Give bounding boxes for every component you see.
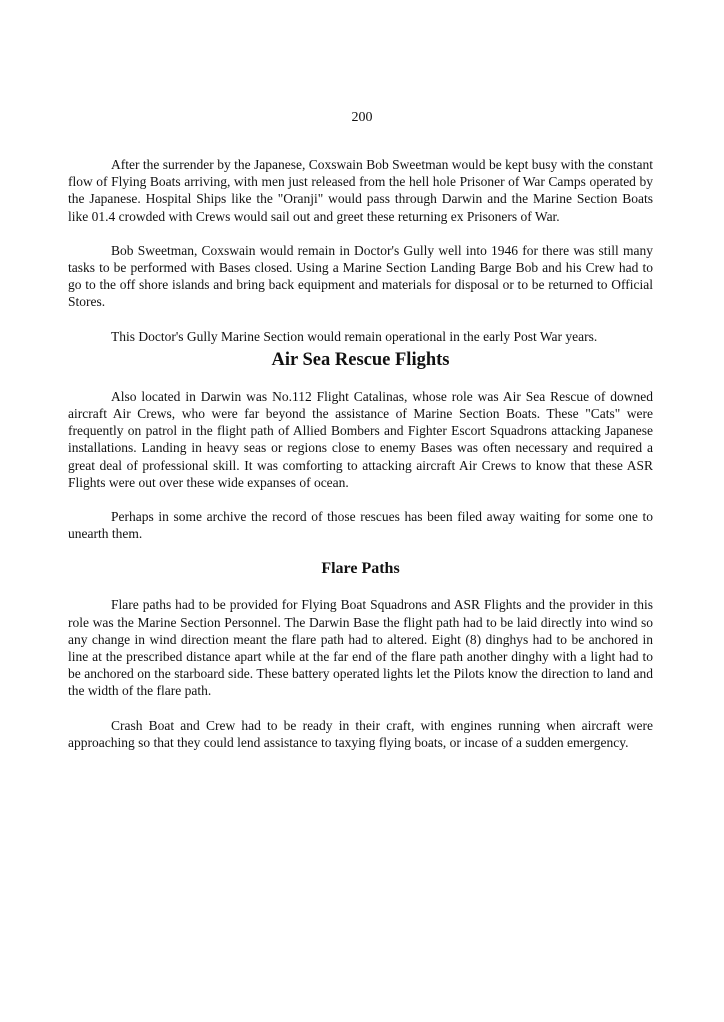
page-body	[68, 156, 653, 751]
paragraph-flare-paths: Flare paths had to be provided for Flying Boat Squadrons and ASR Flights and the provider in this role was the Marine Section Personnel. The Darwin Base the flight path had to be laid directly into wind so any change in wind direction meant the flare path had to altered. Eight (8) dinghys had to be anchored in line at the prescribed distance apart while at the far end of the flare path another dinghy with a light had to be anchored on the starboard side. These battery operated lights let the Pilots know the direction to land and the width of the flare path.	[68, 597, 653, 699]
paragraph-marine-section-operational: This Doctor's Gully Marine Section would remain operational in the early Post War years.	[111, 328, 598, 344]
paragraph-catalinas: Also located in Darwin was No.112 Flight Catalinas, whose role was Air Sea Rescue of downed aircraft Air Crews, who were far beyond the assistance of Marine Section Boats. These "Cats" were frequently on patrol in the flight path of Allied Bombers and Fighter Escort Squadrons attacking Japanese installations. Landing in heavy seas or regions close to enemy Bases was often necessary and required a great deal of professional skill. It was comforting to attacking aircraft Air Crews to know that these ASR Flights were out over these wide expanses of ocean.	[68, 388, 653, 490]
heading-air-sea-rescue-flights: Air Sea Rescue Flights	[271, 349, 450, 370]
paragraph-crash-boat: Crash Boat and Crew had to be ready in their craft, with engines running when aircraft were approaching so that they could lend assistance to taxying flying boats, or incase of a sudden emergency.	[68, 717, 653, 750]
paragraph-archive: Perhaps in some archive the record of those rescues has been filed away waiting for some one to unearth them.	[68, 509, 653, 542]
page-number: 200	[351, 110, 373, 125]
paragraph-bob-sweetman: Bob Sweetman, Coxswain would remain in Doctor's Gully well into 1946 for there was still many tasks to be performed with Bases closed. Using a Marine Section Landing Barge Bob and his Crew had to go to the off shore islands and bring back equipment and materials for disposal or to be returned to Official Stores.	[68, 242, 653, 310]
heading-flare-paths: Flare Paths	[321, 560, 400, 578]
paragraph-surrender: After the surrender by the Japanese, Coxswain Bob Sweetman would be kept busy with the constant flow of Flying Boats arriving, with men just released from the hell hole Prisoner of War Camps operated by the Japanese. Hospital Ships like the "Oranji" would pass through Darwin and the Marine Section Boats like 01.4 crowded with Crews would sail out and greet these returning ex Prisoners of War.	[68, 157, 653, 224]
